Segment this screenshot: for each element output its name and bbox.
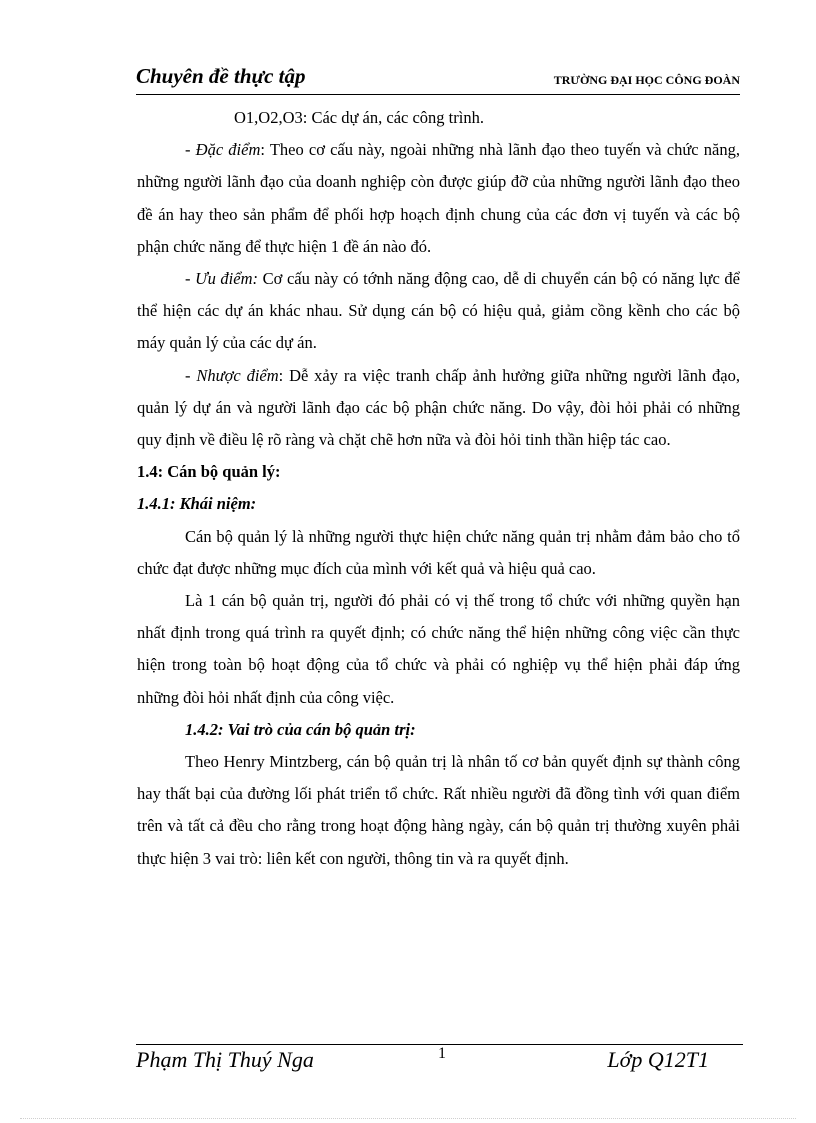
paragraph-dac-diem	[137, 134, 740, 263]
term-dac-diem: Đặc điểm	[195, 140, 261, 160]
text-uu-diem: Cơ cấu này có tớnh năng động cao, dễ di chuyển cán bộ có năng lực để thể hiện các dự án khác nhau. Sử dụng cán bộ có hiệu quả, giảm cồng kềnh cho các bộ máy quản lý của các dự án.	[137, 269, 741, 353]
author-name: Phạm Thị Thuý Nga	[136, 1047, 314, 1072]
paragraph-khai-niem-1: Cán bộ quản lý là những người thực hiện chức năng quản trị nhằm đảm bảo cho tổ chức đạt được những mục đích của mình với kết quả và hiệu quả cao.	[137, 526, 740, 578]
bullet-prefix: -	[185, 365, 197, 385]
paragraph-uu-diem	[137, 263, 740, 360]
page-number: 1	[438, 1045, 446, 1062]
term-nhuoc-diem: Nhược điểm	[196, 365, 279, 385]
heading-1-4: 1.4: Cán bộ quản lý:	[137, 462, 281, 482]
document-body	[137, 102, 740, 875]
page-bottom-divider	[20, 1118, 796, 1119]
heading-1-4-2: 1.4.2: Vai trò của cán bộ quản trị:	[185, 719, 416, 739]
paragraph-khai-niem-2: Là 1 cán bộ quản trị, người đó phải có vị thế trong tổ chức với những quyền hạn nhất định trong quá trình ra quyết định; có chức năng thể hiện những công việc cần thực hiện trong toàn bộ hoạt động của tổ chức và phải có nghiệp vụ thể hiện phải đáp ứng những đòi hỏi nhất định của công việc.	[137, 591, 740, 707]
document-title: Chuyên đề thực tập	[136, 64, 306, 88]
term-uu-diem: Ưu điểm:	[195, 269, 259, 289]
heading-1-4-1: 1.4.1: Khái niệm:	[137, 494, 257, 514]
paragraph-nhuoc-diem	[137, 360, 740, 457]
page-header	[136, 64, 740, 95]
bullet-prefix: -	[185, 140, 196, 160]
school-name: TRƯỜNG ĐẠI HỌC CÔNG ĐOÀN	[553, 73, 740, 87]
text-nhuoc-diem: : Dễ xảy ra việc tranh chấp ảnh hưởng giữa những người lãnh đạo, quản lý dự án và người lãnh đạo các bộ phận chức năng. Do vậy, đòi hỏi phải có những quy định về điều lệ rõ ràng và chặt chẽ hơn nữa và đòi hỏi tinh thần hiệp tác cao.	[137, 365, 741, 450]
paragraph-vai-tro: Theo Henry Mintzberg, cán bộ quản trị là nhân tố cơ bản quyết định sự thành công hay thất bại của đường lối phát triển tổ chức. Rất nhiều người đã đồng tình với quan điểm trên và tất cả đều cho rằng trong hoạt động hàng ngày, cán bộ quản trị thường xuyên phải thực hiện 3 vai trò: liên kết con người, thông tin và ra quyết định.	[137, 752, 740, 868]
bullet-prefix: -	[185, 269, 196, 289]
page-footer	[136, 1044, 743, 1085]
class-name: Lớp Q12T1	[607, 1047, 709, 1072]
o-line: O1,O2,O3: Các dự án, các công trình.	[234, 108, 484, 127]
text-dac-diem: : Theo cơ cấu này, ngoài những nhà lãnh đạo theo tuyến và chức năng, những người lãnh đạo của doanh nghiệp còn được giúp đỡ của những người lãnh đạo theo đề án hay theo sản phẩm để phối hợp hoạch định chung của các đơn vị tuyến và các bộ phận chức năng để thực hiện 1 đề án nào đó.	[137, 140, 740, 256]
